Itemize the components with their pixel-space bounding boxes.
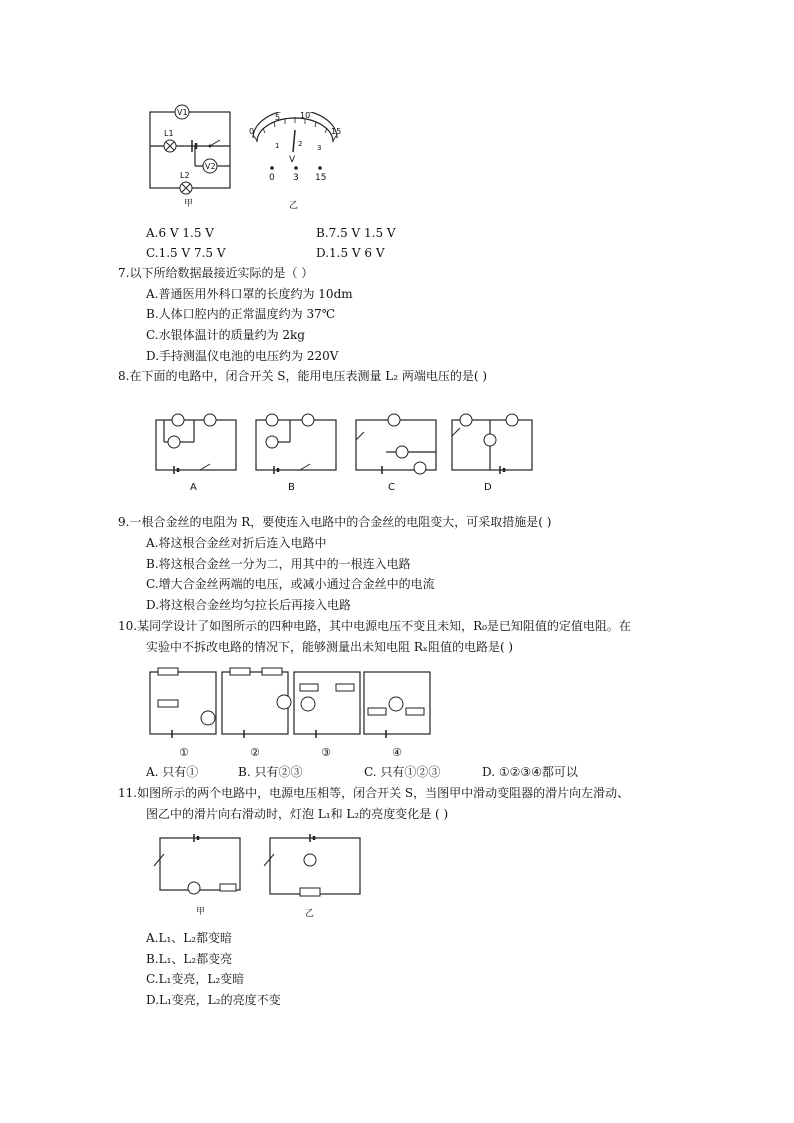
q6-option-b: B.7.5 V 1.5 V	[316, 226, 396, 240]
q8-stem: 8.在下面的电路中，闭合开关 S，能用电压表测量 L₂ 两端电压的是( )	[118, 369, 488, 383]
q7-option-a: A.普通医用外科口罩的长度约为 10dm	[146, 287, 353, 301]
scale-top-5: 5	[275, 113, 281, 122]
terminal-15: 15	[315, 173, 327, 183]
q6-option-a: A.6 V 1.5 V	[146, 226, 214, 240]
fig-label-4: ④	[392, 746, 402, 759]
q10-option-d: D. ①②③④都可以	[482, 765, 578, 779]
q11-circuit-diagrams	[150, 830, 380, 920]
fig-label-1: ①	[179, 746, 189, 759]
fig-label-c: C	[388, 482, 395, 493]
q10-option-a: A. 只有①	[146, 765, 199, 779]
q9-option-b: B.将这根合金丝一分为二，用其中的一根连入电路	[146, 557, 411, 571]
fig-label-3: ③	[321, 746, 331, 759]
q9-option-a: A.将这根合金丝对折后连入电路中	[146, 536, 327, 550]
v2-label: V2	[205, 162, 216, 171]
fig-label-2: ②	[250, 746, 260, 759]
fig-label-d: D	[484, 482, 492, 493]
q7-option-b: B.人体口腔内的正常温度约为 37℃	[146, 307, 336, 321]
q11-stem-line1: 11.如图所示的两个电路中，电源电压相等，闭合开关 S，当图甲中滑动变阻器的滑片向左滑动、	[118, 786, 630, 800]
needle	[293, 130, 295, 152]
q10-stem-line2: 实验中不拆改电路的情况下，能够测量出未知电阻 Rₓ阻值的电路是( )	[146, 640, 514, 654]
q8-figure	[150, 400, 540, 500]
q6-option-c: C.1.5 V 7.5 V	[146, 246, 226, 260]
q9-option-c: C.增大合金丝两端的电压，或减小通过合金丝中的电流	[146, 577, 435, 591]
fig-label-a: A	[190, 482, 197, 493]
l1-label: L1	[164, 129, 174, 138]
q10-option-b: B. 只有②③	[238, 765, 303, 779]
q9-option-d: D.将这根合金丝均匀拉长后再接入电路	[146, 598, 352, 612]
q11-option-c: C.L₁变亮，L₂变暗	[146, 972, 245, 986]
scale-top-0: 0	[249, 127, 255, 136]
q11-figure	[150, 830, 380, 920]
q10-figure	[146, 660, 436, 760]
q7-option-d: D.手持测温仪电池的电压约为 220V	[146, 349, 339, 363]
scale-top-10: 10	[300, 112, 311, 120]
q7-stem: 7.以下所给数据最接近实际的是（ ）	[118, 266, 314, 280]
scale-top-15: 15	[331, 127, 342, 136]
q7-option-c: C.水银体温计的质量约为 2kg	[146, 328, 305, 342]
scale-bottom-2: 2	[298, 140, 303, 148]
v1-label: V1	[177, 108, 188, 117]
fig-label-yi-q11: 乙	[305, 909, 315, 919]
q6-figure-yi	[245, 112, 345, 212]
terminal-3: 3	[293, 173, 299, 183]
q11-stem-line2: 图乙中的滑片向右滑动时，灯泡 L₁和 L₂的亮度变化是 ( )	[146, 807, 449, 821]
q10-stem-line1: 10.某同学设计了如图所示的四种电路，其中电源电压不变且未知，R₀是已知阻值的定值电阻。在	[118, 619, 631, 633]
q6-circuit-diagram	[140, 100, 240, 210]
meter-unit: V	[289, 155, 296, 165]
q10-option-c: C. 只有①②③	[364, 765, 441, 779]
scale-bottom-3: 3	[317, 144, 322, 152]
q10-circuit-diagrams	[146, 660, 436, 760]
voltmeter-dial	[245, 112, 345, 212]
fig-label-jia: 甲	[184, 199, 194, 209]
scale-bottom-1: 1	[275, 142, 280, 150]
q6-figure-jia	[140, 100, 240, 210]
q9-stem: 9.一根合金丝的电阻为 R，要使连入电路中的合金丝的电阻变大，可采取措施是( )	[118, 515, 552, 529]
fig-label-yi: 乙	[289, 201, 299, 211]
terminal-0: 0	[269, 173, 275, 183]
q11-option-b: B.L₁、L₂都变亮	[146, 952, 233, 966]
l2-label: L2	[180, 171, 190, 180]
q11-option-a: A.L₁、L₂都变暗	[146, 931, 233, 945]
fig-label-b: B	[288, 482, 295, 493]
fig-label-jia-q11: 甲	[196, 907, 206, 917]
q6-option-d: D.1.5 V 6 V	[316, 246, 385, 260]
q8-circuit-diagrams	[150, 400, 540, 500]
q11-option-d: D.L₁变亮，L₂的亮度不变	[146, 993, 281, 1007]
